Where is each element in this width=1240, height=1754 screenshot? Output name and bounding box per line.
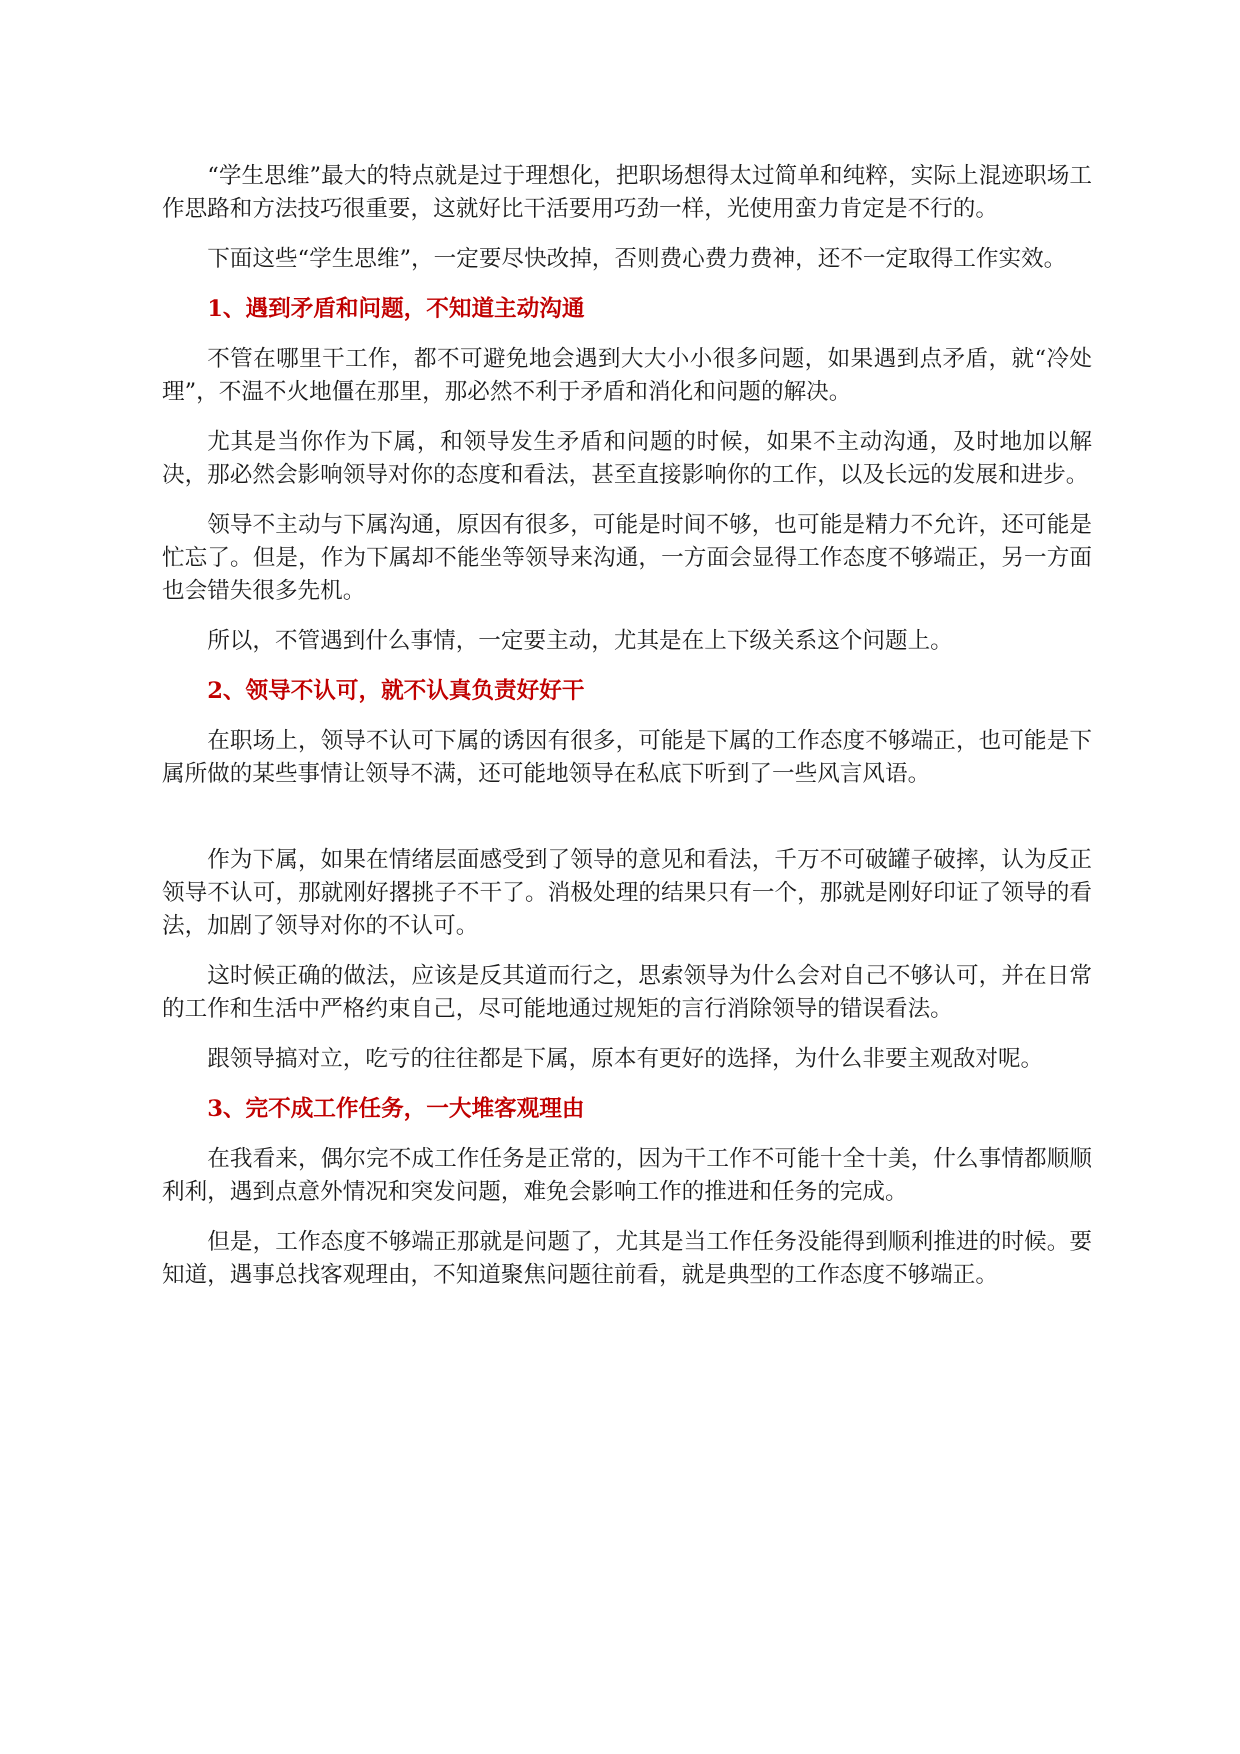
document-body [162, 160, 1092, 1309]
blank-line [162, 808, 1092, 844]
paragraph: 领导不主动与下属沟通，原因有很多，可能是时间不够，也可能是精力不允许，还可能是忙忘了。但是，作为下属却不能坐等领导来沟通，一方面会显得工作态度不够端正，另一方面也会错失很多先机。 [162, 512, 1092, 604]
paragraph: 下面这些“学生思维”，一定要尽快改掉，否则费心费力费神，还不一定取得工作实效。 [207, 246, 1067, 272]
paragraph: 在职场上，领导不认可下属的诱因有很多，可能是下属的工作态度不够端正，也可能是下属所做的某些事情让领导不满，还可能地领导在私底下听到了一些风言风语。 [162, 728, 1092, 787]
section-heading: 3、完不成工作任务，一大堆客观理由 [207, 1096, 585, 1122]
paragraph: 尤其是当你作为下属，和领导发生矛盾和问题的时候，如果不主动沟通，及时地加以解决，那必然会影响领导对你的态度和看法，甚至直接影响你的工作，以及长远的发展和进步。 [162, 429, 1092, 488]
paragraph: 不管在哪里干工作，都不可避免地会遇到大大小小很多问题，如果遇到点矛盾，就“冷处理”，不温不火地僵在那里，那必然不利于矛盾和消化和问题的解决。 [162, 346, 1092, 405]
paragraph: 跟领导搞对立，吃亏的往往都是下属，原本有更好的选择，为什么非要主观敌对呢。 [207, 1046, 1044, 1072]
paragraph: 这时候正确的做法，应该是反其道而行之，思索领导为什么会对自己不够认可，并在日常的工作和生活中严格约束自己，尽可能地通过规矩的言行消除领导的错误看法。 [162, 963, 1092, 1022]
paragraph: 但是，工作态度不够端正那就是问题了，尤其是当工作任务没能得到顺利推进的时候。要知道，遇事总找客观理由，不知道聚焦问题往前看，就是典型的工作态度不够端正。 [162, 1229, 1092, 1288]
section-heading: 2、领导不认可，就不认真负责好好干 [207, 678, 585, 704]
paragraph: “学生思维”最大的特点就是过于理想化，把职场想得太过简单和纯粹，实际上混迹职场工作思路和方法技巧很重要，这就好比干活要用巧劲一样，光使用蛮力肯定是不行的。 [162, 163, 1092, 222]
paragraph: 所以，不管遇到什么事情，一定要主动，尤其是在上下级关系这个问题上。 [207, 628, 953, 654]
section-heading: 1、遇到矛盾和问题，不知道主动沟通 [207, 296, 585, 322]
paragraph: 在我看来，偶尔完不成工作任务是正常的，因为干工作不可能十全十美，什么事情都顺顺利利，遇到点意外情况和突发问题，难免会影响工作的推进和任务的完成。 [162, 1146, 1092, 1205]
paragraph: 作为下属，如果在情绪层面感受到了领导的意见和看法，千万不可破罐子破摔，认为反正领导不认可，那就刚好撂挑子不干了。消极处理的结果只有一个，那就是刚好印证了领导的看法，加剧了领导对你的不认可。 [162, 847, 1092, 939]
